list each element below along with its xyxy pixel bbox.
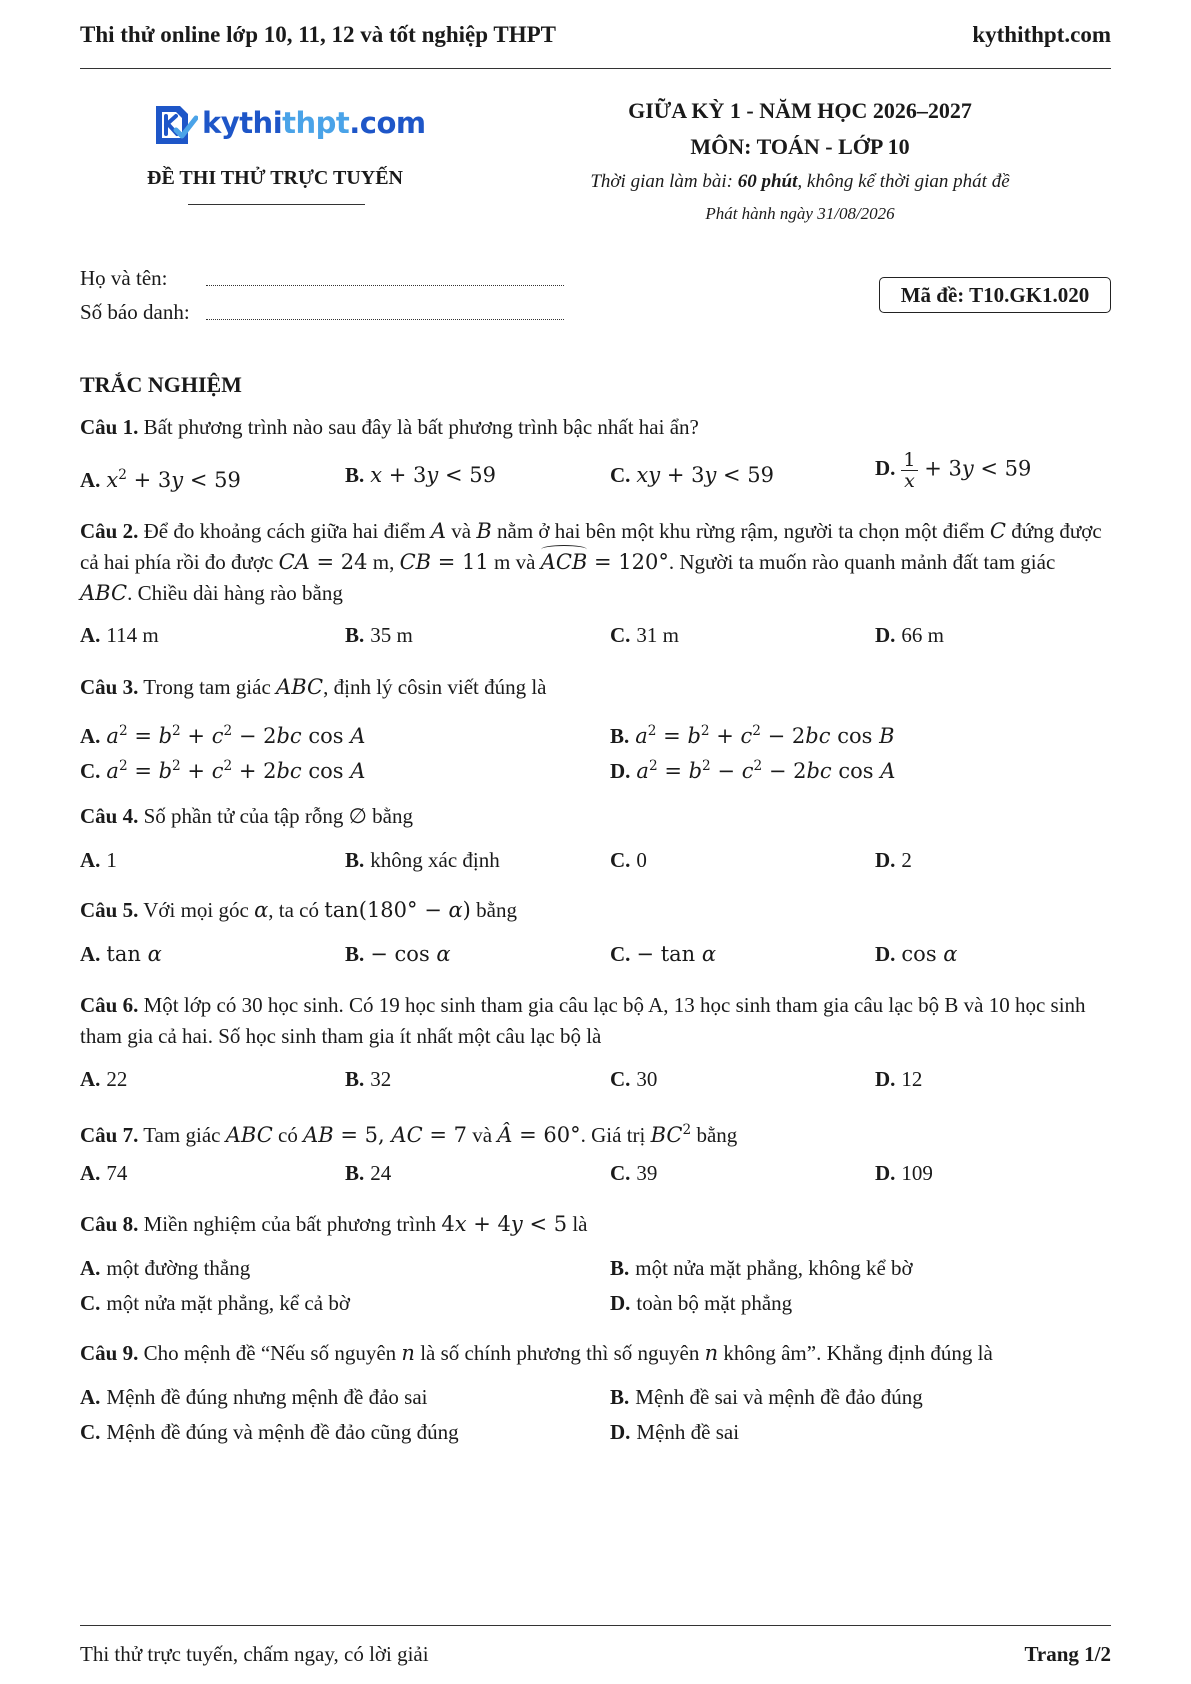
q6-option-b[interactable]: B. 32 [345,1067,392,1091]
q2-option-c[interactable]: C. 31 m [610,623,680,647]
q7-option-b[interactable]: B. 24 [345,1161,392,1185]
q5-option-d[interactable]: D. cos α [875,942,958,966]
footer-tagline: Thi thử trực tuyến, chấm ngay, có lời giải [80,1642,429,1666]
footer-divider [80,1625,1111,1626]
question-5: Câu 5. Với mọi góc α, ta có tan(180° − α) bằng [80,898,517,922]
page-number: Trang 1/2 [1024,1642,1111,1666]
q3-option-c[interactable]: C. $a^2 = b^2 + c^2 + 2bc$ cos A [80,758,366,783]
question-7: Câu 7. Tam giác ABC có AB = 5, AC = 7 và Â = 60°. Giá trị $BC^2$ bằng [80,1122,738,1147]
q1-option-c[interactable]: C. xy + 3y < 59 [610,463,774,487]
question-2: Câu 2. Để đo khoảng cách giữa hai điểm A và B nằm ở hai bên một khu rừng rậm, người ta chọn một điểm C đứng được cả hai phía rồi đo được CA = 24 m, CB = 11 m và ACB = 120°. Người ta muốn rào quanh mảnh đất tam giác ABC. Chiều dài hàng rào bằng [80,519,1102,605]
q6-option-d[interactable]: D. 12 [875,1067,923,1091]
q3-option-a[interactable]: A. $a^2 = b^2 + c^2 - 2bc$ cos A [80,723,366,748]
q1-option-a[interactable]: A. $x^2 + 3y < 59$ [80,467,241,492]
id-field[interactable] [206,319,564,320]
q4-option-a[interactable]: A. 1 [80,848,117,872]
question-1: Câu 1. Bất phương trình nào sau đây là bất phương trình bậc nhất hai ẩn? [80,415,699,439]
name-label: Họ và tên: [80,266,168,290]
question-3: Câu 3. Trong tam giác ABC, định lý côsin viết đúng là [80,675,547,699]
q7-option-d[interactable]: D. 109 [875,1161,933,1185]
q7-option-c[interactable]: C. 39 [610,1161,658,1185]
question-6: Câu 6. Một lớp có 30 học sinh. Có 19 học sinh tham gia câu lạc bộ A, 13 học sinh tham gia câu lạc bộ B và 10 học sinh tham gia cả hai. Số học sinh tham gia ít nhất một câu lạc bộ là [80,993,1086,1048]
question-9: Câu 9. Cho mệnh đề “Nếu số nguyên n là số chính phương thì số nguyên n không âm”. Khẳng định đúng là [80,1341,993,1365]
q3-option-d[interactable]: D. $a^2 = b^2 - c^2 - 2bc$ cos A [610,758,896,783]
site-tagline: Thi thử online lớp 10, 11, 12 và tốt nghiệp THPT [80,22,556,47]
q8-option-a[interactable]: A. một đường thẳng [80,1256,251,1280]
q5-option-c[interactable]: C. − tan α [610,942,717,966]
q8-option-d[interactable]: D. toàn bộ mặt phẳng [610,1291,793,1315]
q1-option-b[interactable]: B. x + 3y < 59 [345,463,496,487]
q5-option-a[interactable]: A. tan α [80,942,162,966]
q5-option-b[interactable]: B. − cos α [345,942,451,966]
q4-option-c[interactable]: C. 0 [610,848,647,872]
q1-option-d[interactable]: D. $\frac{1}{x}$ + 3y < 59 [875,449,1032,492]
q9-option-b[interactable]: B. Mệnh đề sai và mệnh đề đảo đúng [610,1385,923,1409]
q8-option-c[interactable]: C. một nửa mặt phẳng, kể cả bờ [80,1291,350,1315]
q6-option-a[interactable]: A. 22 [80,1067,128,1091]
subtitle-underline [188,204,365,205]
name-field[interactable] [206,285,564,286]
q6-option-c[interactable]: C. 30 [610,1067,658,1091]
q7-option-a[interactable]: A. 74 [80,1161,128,1185]
section-title: TRẮC NGHIỆM [80,372,242,397]
q4-option-d[interactable]: D. 2 [875,848,912,872]
question-4: Câu 4. Số phần tử của tập rỗng ∅ bằng [80,804,413,828]
exam-title: GIỮA KỲ 1 - NĂM HỌC 2026–2027 [628,98,972,123]
q9-option-d[interactable]: D. Mệnh đề sai [610,1420,740,1444]
exam-time: Thời gian làm bài: 60 phút, không kể thời gian phát đề [590,171,1010,192]
header-divider [80,68,1111,69]
q3-option-b[interactable]: B. $a^2 = b^2 + c^2 - 2bc$ cos B [610,723,895,748]
q8-option-b[interactable]: B. một nửa mặt phẳng, không kể bờ [610,1256,913,1280]
exam-issue-date: Phát hành ngày 31/08/2026 [705,204,895,223]
exam-subject: MÔN: TOÁN - LỚP 10 [690,134,910,159]
logo-wordmark: kythithpt.com [202,106,426,140]
q2-option-d[interactable]: D. 66 m [875,623,945,647]
q2-option-b[interactable]: B. 35 m [345,623,413,647]
q9-option-a[interactable]: A. Mệnh đề đúng nhưng mệnh đề đảo sai [80,1385,428,1409]
question-8: Câu 8. Miền nghiệm của bất phương trình 4x + 4y < 5 là [80,1212,588,1236]
q2-option-a[interactable]: A. 114 m [80,623,159,647]
id-label: Số báo danh: [80,300,190,324]
q4-option-b[interactable]: B. không xác định [345,848,500,872]
logo-mark-icon [152,100,198,148]
exam-code-box: Mã đề: T10.GK1.020 [879,277,1111,313]
q9-option-c[interactable]: C. Mệnh đề đúng và mệnh đề đảo cũng đúng [80,1420,459,1444]
site-url[interactable]: kythithpt.com [972,22,1111,47]
kythithpt-logo [152,100,426,156]
org-subtitle: ĐỀ THI THỬ TRỰC TUYẾN [147,167,403,189]
